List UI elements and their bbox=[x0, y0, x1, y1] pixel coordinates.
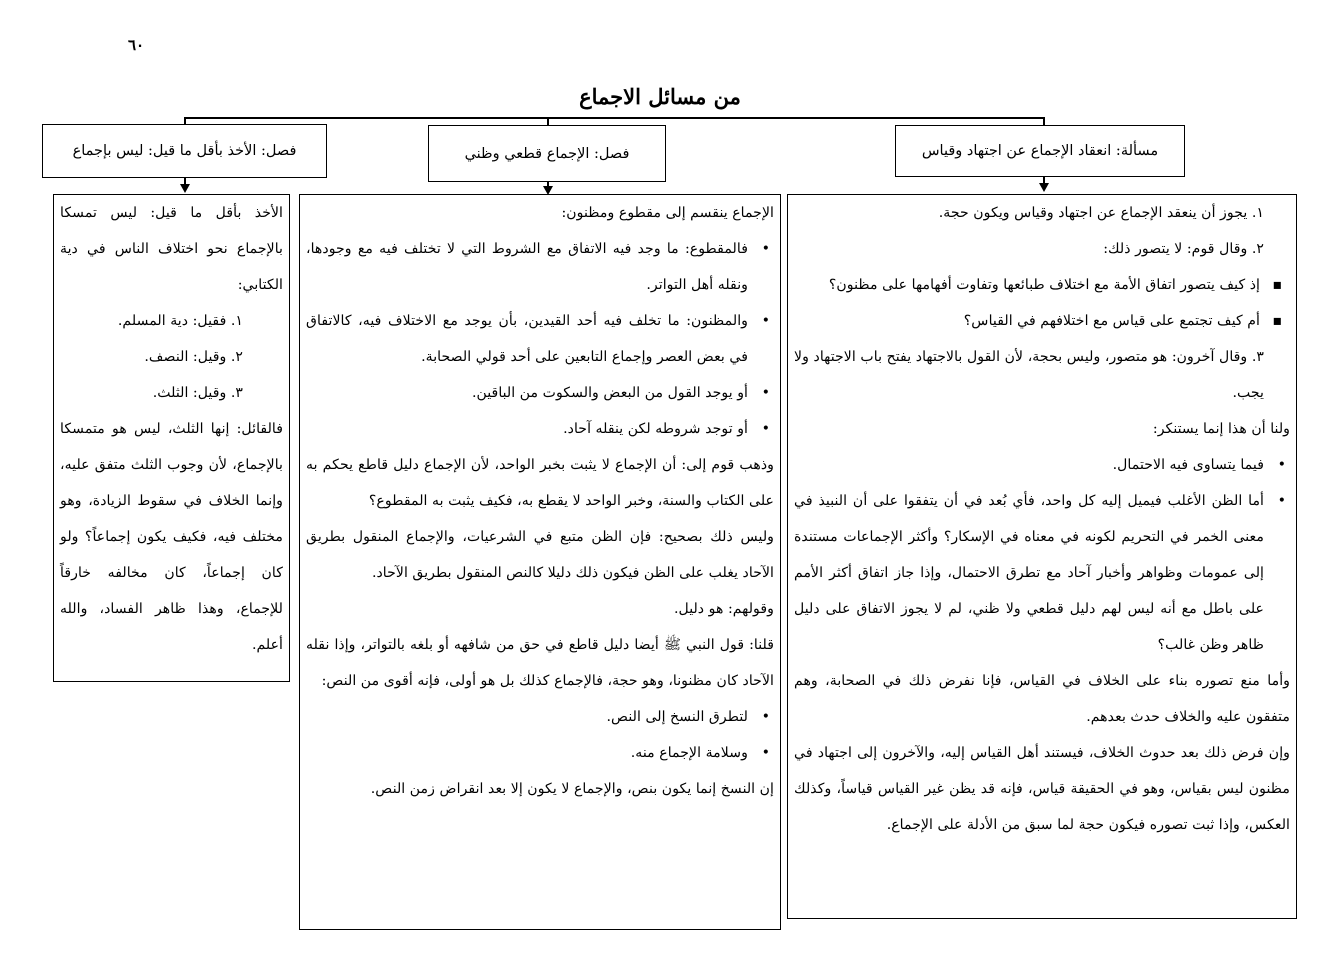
header-box-left: فصل: الأخذ بأقل ما قيل: ليس بإجماع bbox=[42, 124, 327, 178]
square-bullet-icon: ▪ bbox=[1272, 277, 1282, 293]
bullet-item: • وسلامة الإجماع منه. bbox=[306, 735, 774, 771]
dot-bullet-icon: • bbox=[761, 241, 770, 257]
paragraph: ولنا أن هذا إنما يستنكر: bbox=[1152, 421, 1290, 437]
paragraph: وقولهم: هو دليل. bbox=[673, 601, 774, 617]
list-item: ٢. وقيل: النصف. bbox=[144, 349, 243, 365]
connector-left-top bbox=[184, 117, 186, 124]
bullet-item: • لتطرق النسخ إلى النص. bbox=[306, 699, 774, 735]
dot-bullet-icon: • bbox=[761, 745, 770, 761]
list-item: ٣. وقال آخرون: هو متصور، وليس بحجة، لأن القول بالاجتهاد يفتح باب الاجتهاد ولا يجب. bbox=[794, 349, 1264, 401]
bullet-item: • فيما يتساوى فيه الاحتمال. bbox=[794, 447, 1290, 483]
paragraph: الأخذ بأقل ما قيل: ليس تمسكا بالإجماع نحو اختلاف الناس في دية الكتابي: bbox=[60, 205, 283, 293]
dot-bullet-icon: • bbox=[1277, 457, 1286, 473]
title-underline-connector bbox=[184, 117, 1044, 119]
bullet-item: • أو توجد شروطه لكن ينقله آحاد. bbox=[306, 411, 774, 447]
paragraph: وذهب قوم إلى: أن الإجماع لا يثبت بخبر الواحد، لأن الإجماع دليل قاطع يحكم به على الكتاب والسنة، وخبر الواحد لا يقطع به، فكيف يثبت به المقطوع؟ bbox=[306, 457, 774, 509]
page-title: من مسائل الاجماع bbox=[579, 84, 741, 109]
header-box-middle: فصل: الإجماع قطعي وظني bbox=[428, 125, 666, 182]
connector-right-top bbox=[1043, 117, 1045, 125]
list-item: ١. فقيل: دية المسلم. bbox=[117, 313, 243, 329]
list-item: ١. يجوز أن ينعقد الإجماع عن اجتهاد وقياس ويكون حجة. bbox=[938, 205, 1264, 221]
dot-bullet-icon: • bbox=[761, 385, 770, 401]
bullet-item: • والمظنون: ما تخلف فيه أحد القيدين، بأن يوجد مع الاختلاف فيه، كالاتفاق في بعض العصر وإجماع التابعين على أحد قولي الصحابة. bbox=[306, 303, 774, 375]
paragraph: الإجماع ينقسم إلى مقطوع ومظنون: bbox=[561, 205, 774, 221]
left-column bbox=[53, 194, 290, 682]
connector-middle-top bbox=[547, 117, 549, 125]
dot-bullet-icon: • bbox=[761, 709, 770, 725]
dot-bullet-icon: • bbox=[1277, 493, 1286, 509]
square-bullet-icon: ▪ bbox=[1272, 313, 1282, 329]
paragraph: فالقائل: إنها الثلث، ليس هو متمسكا بالإجماع، لأن وجوب الثلث متفق عليه، وإنما الخلاف في سقوط الزيادة، وهو مختلف فيه، فكيف يكون إجماعاً؟ ولو كان إجماعاً، كان مخالفه خارقاً للإجماع، وهذا ظاهر الفساد، والله أعلم. bbox=[60, 421, 283, 653]
paragraph: وإن فرض ذلك بعد حدوث الخلاف، فيستند أهل القياس إليه، والآخرون إلى اجتهاد في مظنون ليس بقياس، وهو في الحقيقة قياس، فإنه قد يظن غير القياس قياساً، وكذلك العكس، وإذا ثبت تصوره فيكون حجة لما سبق من الأدلة على الإجماع. bbox=[794, 745, 1290, 833]
arrow-down-icon bbox=[1039, 183, 1049, 192]
list-item: ٣. وقيل: الثلث. bbox=[152, 385, 243, 401]
bullet-item: • أو يوجد القول من البعض والسكوت من الباقين. bbox=[306, 375, 774, 411]
arrow-down-icon bbox=[180, 184, 190, 193]
dot-bullet-icon: • bbox=[761, 313, 770, 329]
bullet-item: • فالمقطوع: ما وجد فيه الاتفاق مع الشروط التي لا تختلف فيه مع وجودها، ونقله أهل التواتر. bbox=[306, 231, 774, 303]
paragraph: إن النسخ إنما يكون بنص، والإجماع لا يكون إلا بعد انقراض زمن النص. bbox=[370, 781, 774, 797]
middle-column bbox=[299, 194, 781, 930]
bullet-item: ▪ أم كيف تجتمع على قياس مع اختلافهم في القياس؟ bbox=[794, 303, 1290, 339]
paragraph: وليس ذلك بصحيح: فإن الظن متبع في الشرعيات، والإجماع المنقول بطريق الآحاد يغلب على الظن فيكون ذلك دليلا كالنص المنقول بطريق الآحاد. bbox=[306, 529, 774, 581]
paragraph: قلنا: قول النبي ﷺ أيضا دليل قاطع في حق من شافهه أو بلغه بالتواتر، وإذا نقله الآحاد كان مظنونا، وهو حجة، فالإجماع كذلك بل هو أولى، فإنه أقوى من النص: bbox=[306, 637, 774, 689]
dot-bullet-icon: • bbox=[761, 421, 770, 437]
bullet-item: • أما الظن الأغلب فيميل إليه كل واحد، فأي بُعد في أن يتفقوا على أن النبيذ في معنى الخمر في التحريم لكونه في معناه في الإسكار؟ وأكثر الإجماعات مستندة إلى عمومات وظواهر وأخبار آحاد مع تطرق الاحتمال، وإذا جاز اتفاق أكثر الأمم على باطل مع أنه ليس لهم دليل قطعي ولا ظني، لم لا يجوز الاتفاق على دليل ظاهر وظن غالب؟ bbox=[794, 483, 1290, 663]
right-column bbox=[787, 194, 1297, 919]
paragraph: وأما منع تصوره بناء على الخلاف في القياس، فإنا نفرض ذلك في الصحابة، وهم متفقون عليه والخلاف حدث بعدهم. bbox=[794, 673, 1290, 725]
page-number: ٦٠ bbox=[128, 36, 145, 54]
header-box-right: مسألة: انعقاد الإجماع عن اجتهاد وقياس bbox=[895, 125, 1185, 177]
list-item: ٢. وقال قوم: لا يتصور ذلك: bbox=[1103, 241, 1264, 257]
bullet-item: ▪ إذ كيف يتصور اتفاق الأمة مع اختلاف طبائعها وتفاوت أفهامها على مظنون؟ bbox=[794, 267, 1290, 303]
